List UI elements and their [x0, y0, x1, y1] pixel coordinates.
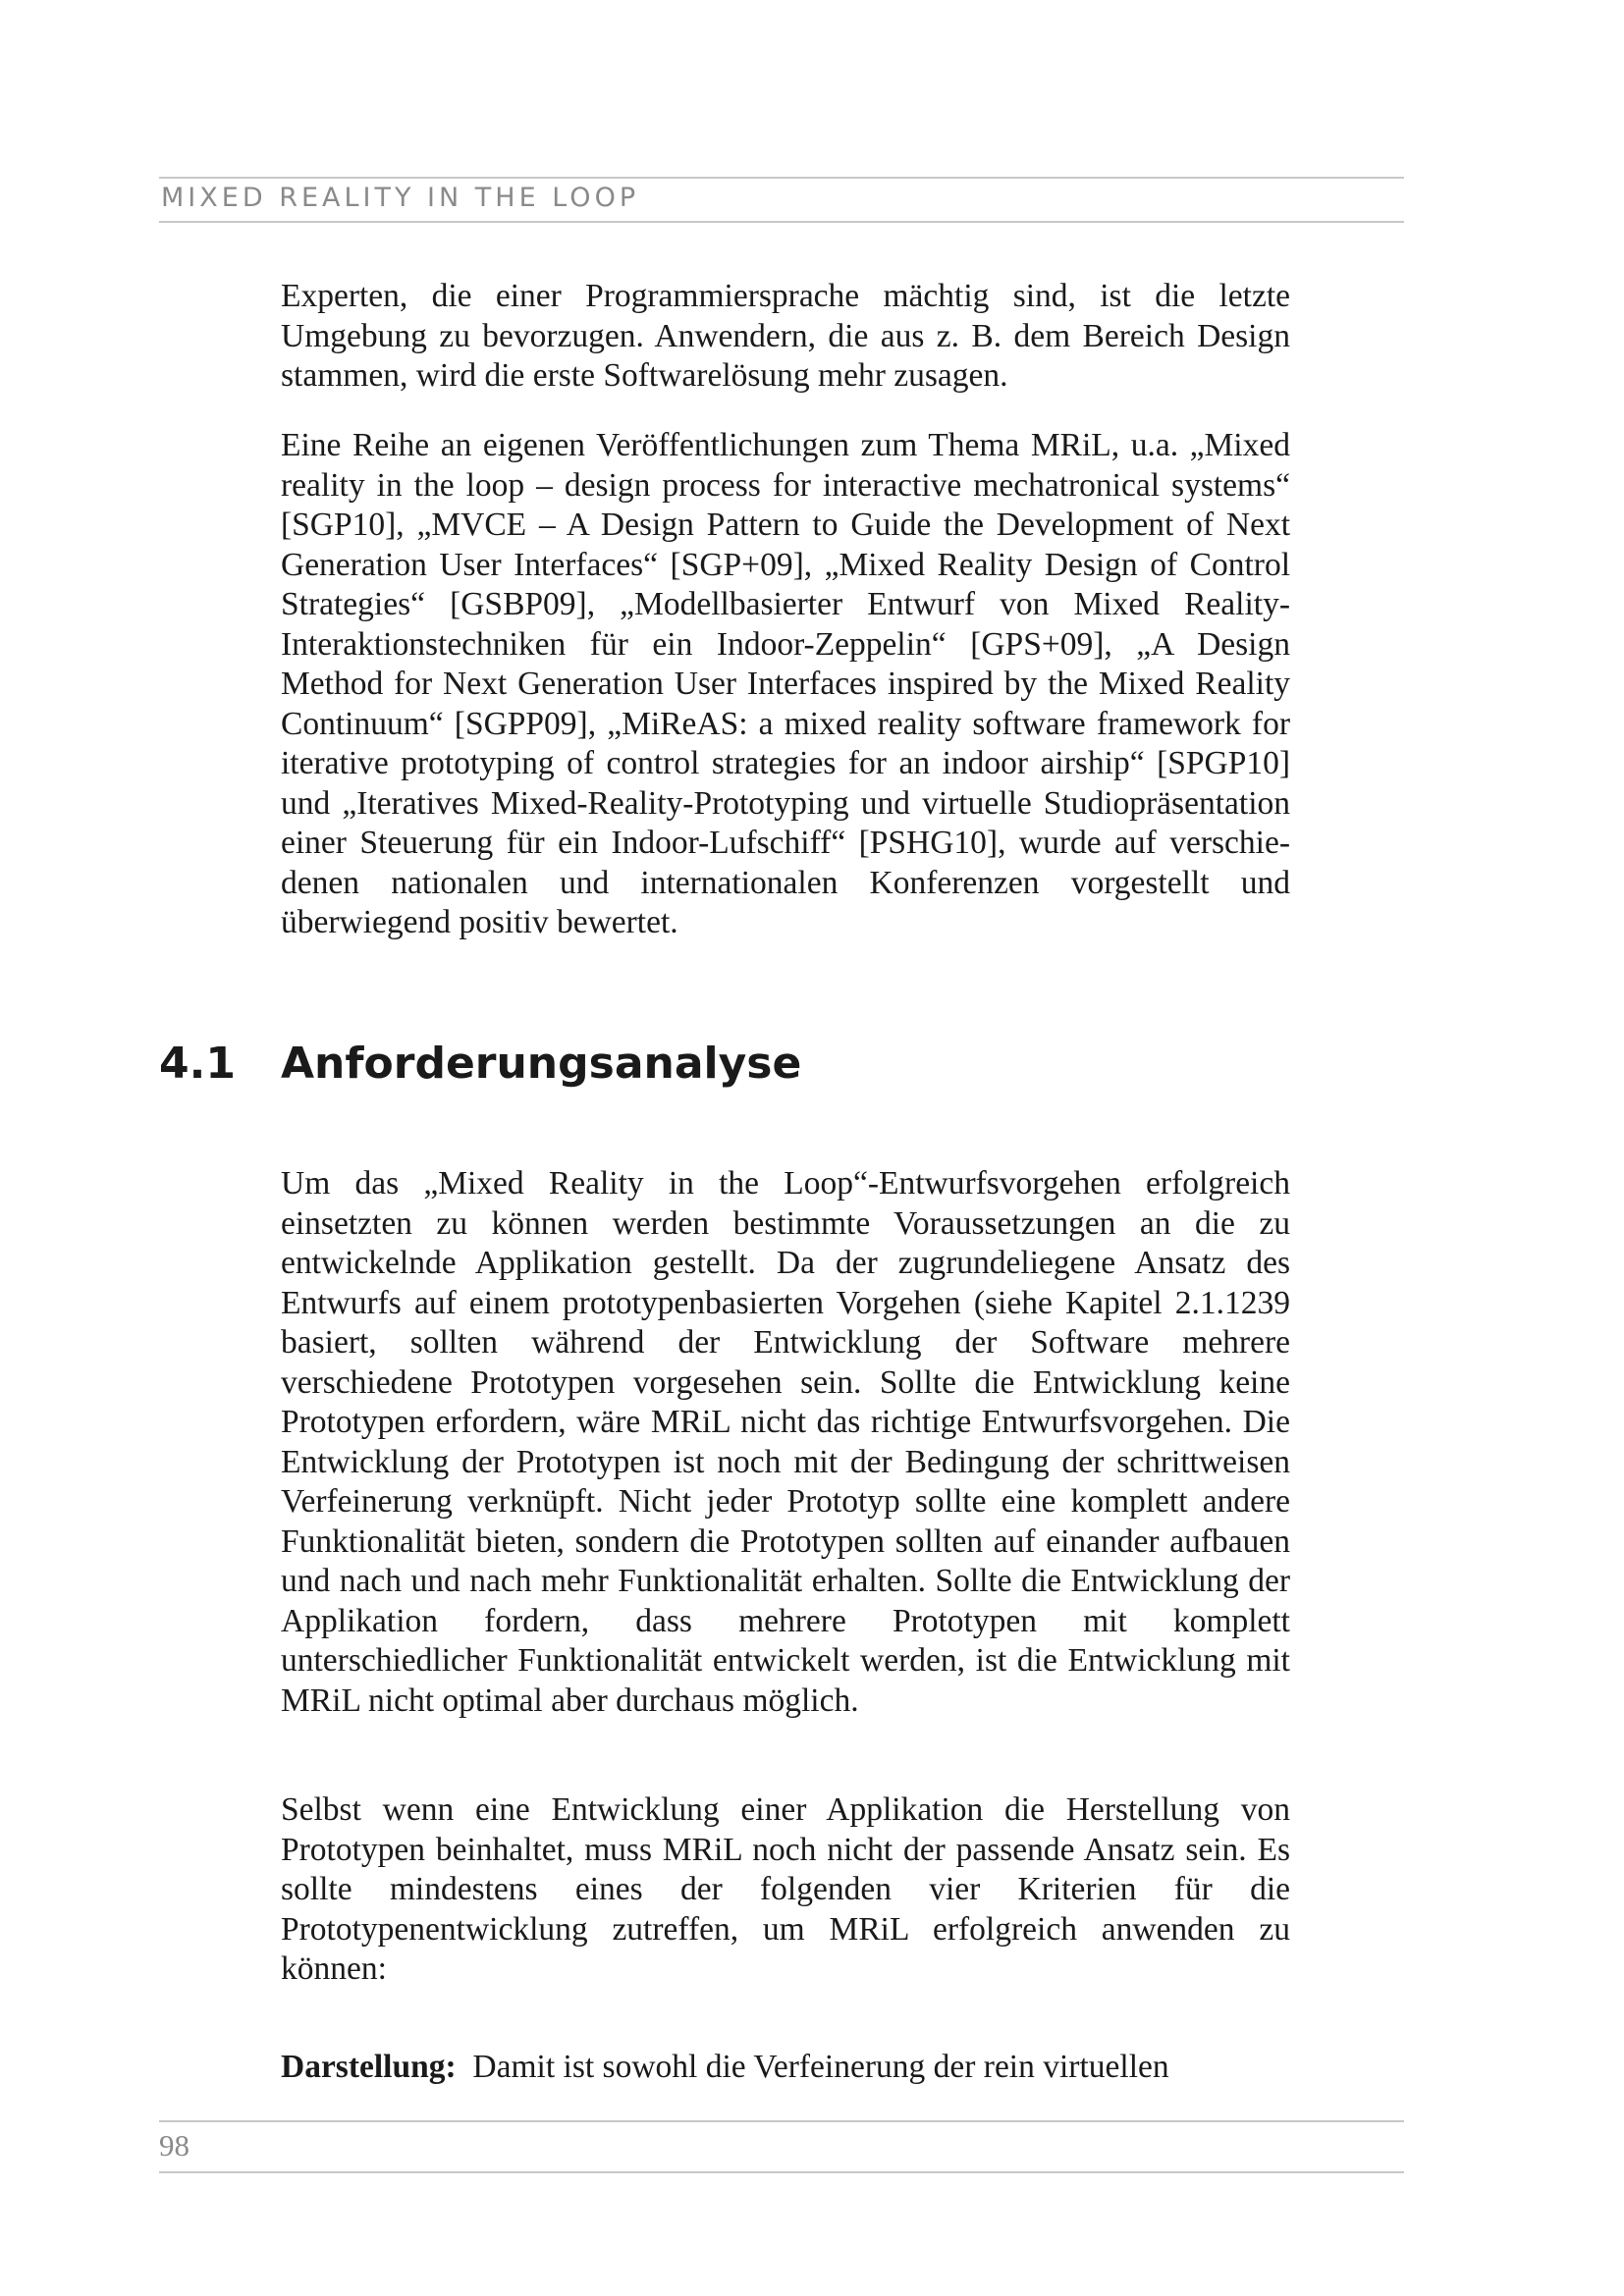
- definition-text: Damit ist sowohl die Verfeinerung der rein virtuellen: [472, 2049, 1169, 2085]
- intro-paragraph-2: [281, 426, 1290, 943]
- header-bottom-rule: [159, 221, 1404, 223]
- running-header: MIXED REALITY IN THE LOOP: [161, 183, 640, 213]
- page-number: 98: [159, 2128, 189, 2163]
- header-top-rule: [159, 177, 1404, 179]
- paragraph-text: Selbst wenn eine Entwicklung einer Applikation die Herstellung von Prototypen beinhaltet, muss MRiL noch nicht der passende Ansatz sein. Es sollte mindestens eines der folgenden vier Kriterien für die Prototypenentwicklung zutreffen, um MRiL erfolgreich anwenden zu können:: [281, 1791, 1290, 1987]
- definition-item-darstellung: [281, 2048, 1290, 2088]
- paragraph-text: Um das „Mixed Reality in the Loop“-Entwurfsvorgehen erfolgreich einsetzten zu können werden bestimmte Voraussetzungen an die zu entwickelnde Applikation gestellt. Da der zugrundeliegene Ansatz des Entwurfs auf einem prototypenbasierten Vorgehen (siehe Kapitel 2.1.1239 basiert, sollten während der Entwicklung der Software mehrere verschiedene Prototypen vorgesehen sein. Sollte die Entwicklung keine Prototypen erfordern, wäre MRiL nicht das richtige Entwurfsvorgehen. Die Entwicklung der Prototypen ist noch mit der Bedingung der schrittweisen Verfeinerung verknüpft. Nicht jeder Prototyp sollte eine komplett andere Funktionalität bieten, sondern die Prototypen sollten auf einander aufbauen und nach und nach mehr Funktionalität erhalten. Sollte die Entwicklung der Applikation fordern, dass mehrere Prototypen mit komplett unterschiedlicher Funktionalität entwickelt werden, ist die Entwicklung mit MRiL nicht optimal aber durchaus möglich.: [281, 1165, 1290, 1719]
- section-paragraph-2: [281, 1790, 1290, 1990]
- section-title: Anforderungsanalyse: [281, 1039, 802, 1089]
- section-number: 4.1: [159, 1039, 236, 1089]
- definition-term: Darstellung:: [281, 2049, 457, 2085]
- footer-bottom-rule: [159, 2171, 1404, 2173]
- section-heading: [159, 1039, 801, 1090]
- intro-paragraph-1: [281, 277, 1290, 397]
- section-paragraph-1: [281, 1164, 1290, 1721]
- footer-top-rule: [159, 2120, 1404, 2122]
- paragraph-text: Eine Reihe an eigenen Veröffentlichungen zum Thema MRiL, u.a. „Mixed reality in the loop – design process for interactive mechatronical systems“ [SGP10], „MVCE – A Design Pattern to Guide the Development of Next Generation User Interfaces“ [SGP+09], „Mixed Reality Design of Control Strategies“ [GSBP09], „Modellbasierter Entwurf von Mixed Reality-Interaktionstechniken für ein Indoor-Zeppelin“ [GPS+09], „A Design Method for Next Generation User Interfaces inspired by the Mixed Reality Continuum“ [SGPP09], „MiReAS: a mixed reality software framework for iterative prototyping of control strategies for an indoor airship“ [SPGP10] und „Iteratives Mixed-Reality-Prototyping und virtuelle Studiopräsentation einer Steuerung für ein Indoor-Lufschiff“ [PSHG10], wurde auf verschiedenen nationalen und internationalen Konferenzen vorgestellt und überwiegend positiv bewertet.: [281, 427, 1290, 940]
- paragraph-text: Experten, die einer Programmiersprache mächtig sind, ist die letzte Umgebung zu bevorzugen. Anwendern, die aus z. B. dem Bereich Design stammen, wird die erste Softwarelösung mehr zusagen.: [281, 278, 1290, 394]
